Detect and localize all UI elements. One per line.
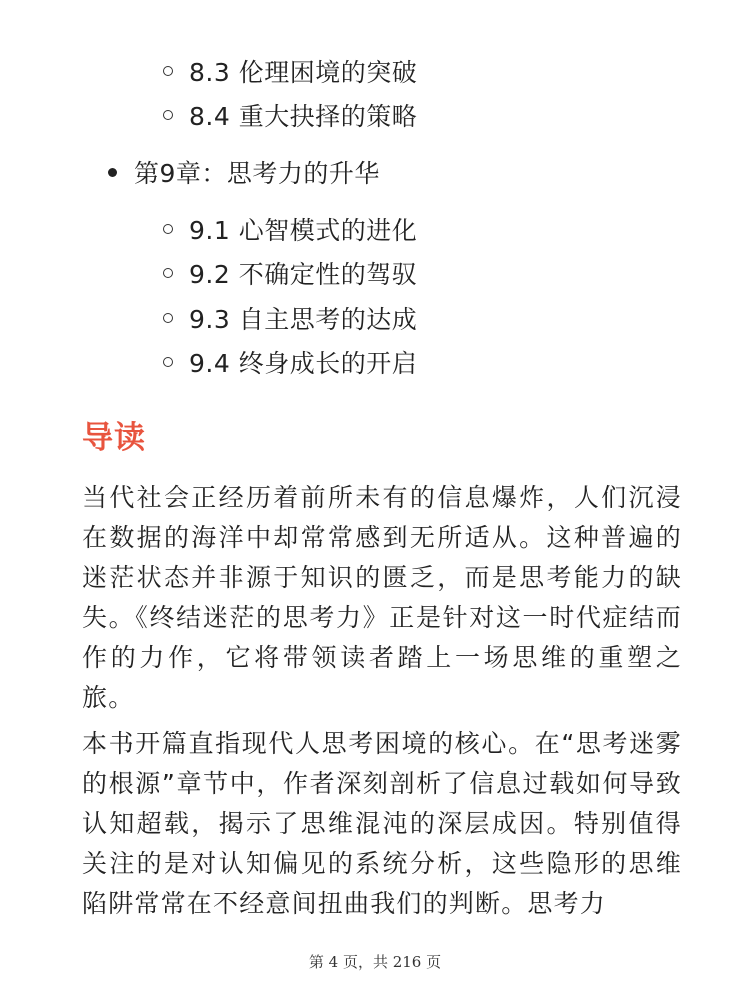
disc-bullet-icon	[108, 168, 117, 177]
toc-item-9-4	[163, 342, 417, 382]
toc-item-9-1	[163, 209, 417, 249]
toc-item-label: 9.2 不确定性的驾驭	[189, 260, 418, 289]
circle-bullet-icon	[163, 224, 173, 234]
circle-bullet-icon	[163, 313, 173, 323]
circle-bullet-icon	[163, 268, 173, 278]
toc-chapter-9	[108, 152, 380, 192]
circle-bullet-icon	[163, 110, 173, 120]
toc-item-label: 8.3 伦理困境的突破	[189, 58, 418, 87]
toc-item-8-3	[163, 51, 417, 91]
toc-item-9-2	[163, 253, 417, 293]
paragraph-intro: 当代社会正经历着前所未有的信息爆炸，人们沉浸在数据的海洋中却常常感到无所适从。这种普遍的迷茫状态并非源于知识的匮乏，而是思考能力的缺失。《终结迷茫的思考力》正是针对这一时代症结而作的力作，它将带领读者踏上一场思维的重塑之旅。	[82, 483, 682, 712]
toc-item-label: 9.1 心智模式的进化	[189, 216, 418, 245]
toc-item-label: 8.4 重大抉择的策略	[189, 102, 418, 131]
toc-item-8-4	[163, 95, 417, 135]
toc-item-label: 9.3 自主思考的达成	[189, 305, 418, 334]
circle-bullet-icon	[163, 66, 173, 76]
toc-item-9-3	[163, 298, 417, 338]
paragraph-body: 本书开篇直指现代人思考困境的核心。在“思考迷雾的根源”章节中，作者深刻剖析了信息过载如何导致认知超载，揭示了思维混沌的深层成因。特别值得关注的是对认知偏见的系统分析，这些隐形的思维陷阱常常在不经意间扭曲我们的判断。思考力	[82, 729, 682, 918]
toc-chapter-label: 第9章：思考力的升华	[134, 159, 380, 188]
toc-item-label: 9.4 终身成长的开启	[189, 349, 418, 378]
page-number-footer: 第 4 页，共 216 页	[308, 953, 442, 971]
circle-bullet-icon	[163, 357, 173, 367]
section-heading: 导读	[82, 420, 146, 456]
